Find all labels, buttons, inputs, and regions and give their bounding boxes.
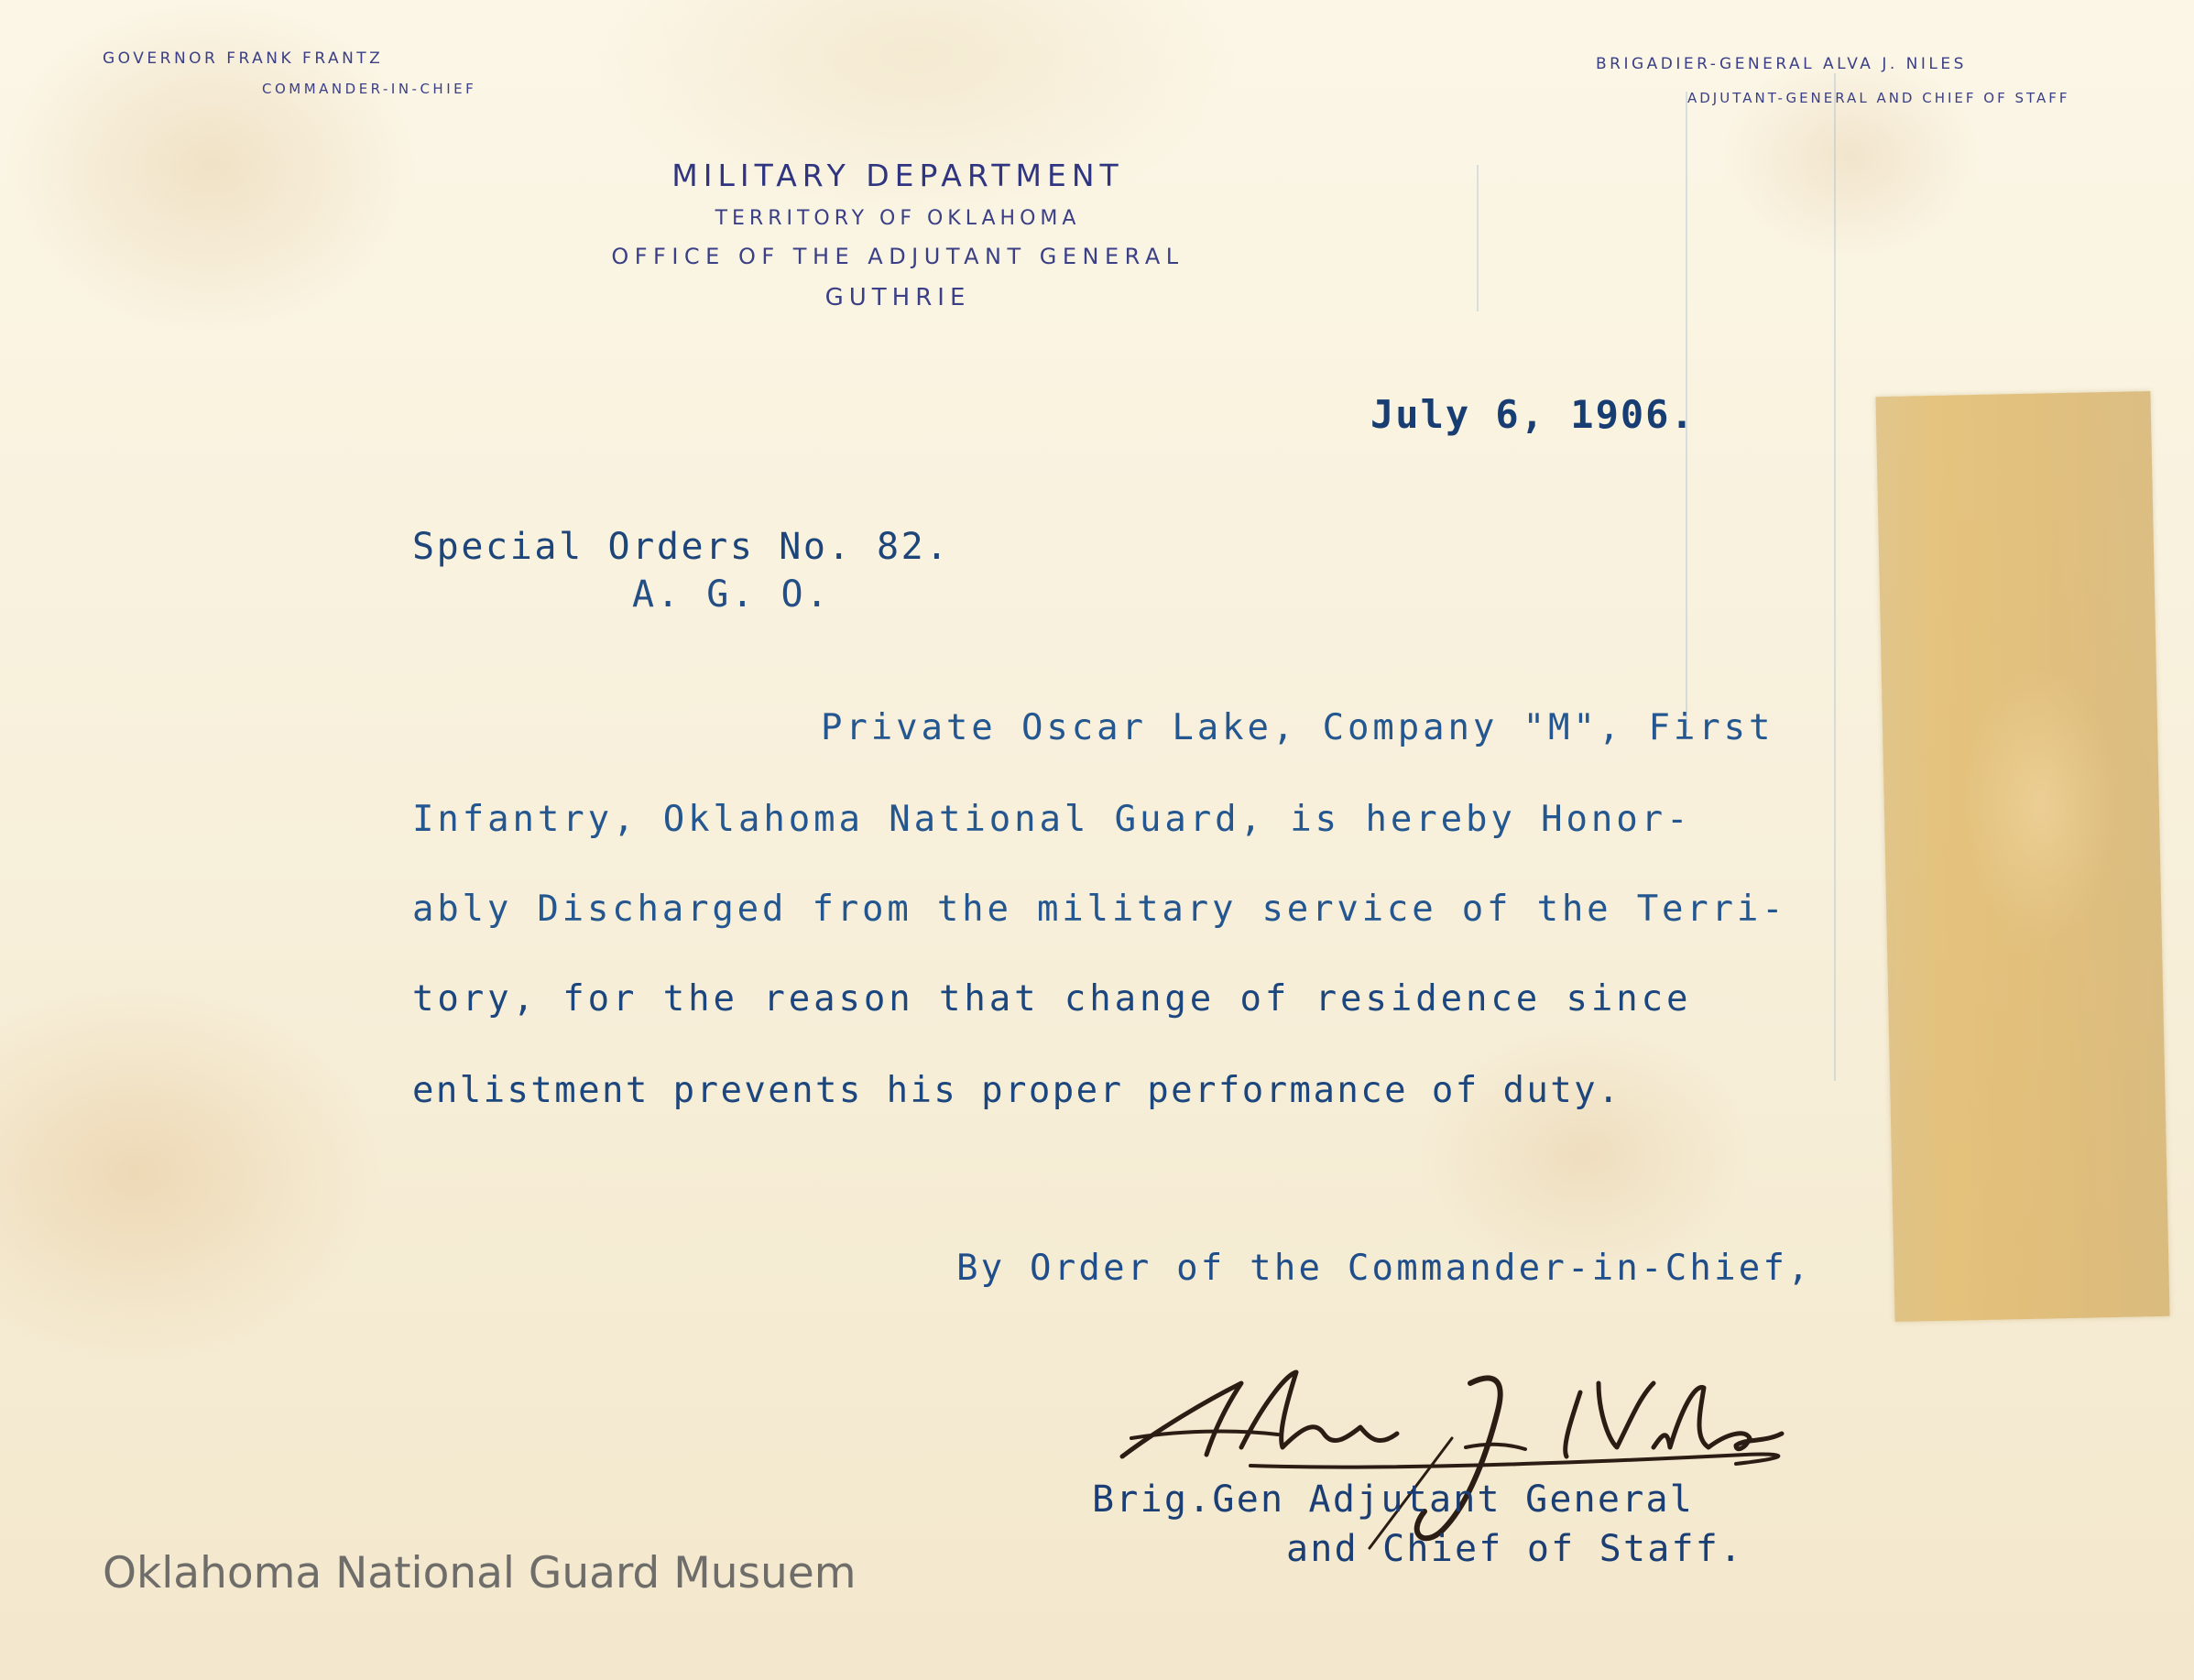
body-line: enlistment prevents his proper performance of duty. — [412, 1070, 1621, 1111]
museum-watermark: Oklahoma National Guard Musuem — [103, 1548, 857, 1598]
letterhead-city: GUTHRIE — [824, 284, 971, 311]
body-line: tory, for the reason that change of residence since — [412, 978, 1692, 1020]
body-line: ably Discharged from the military service of the Terri- — [412, 889, 1787, 930]
letter-date: July 6, 1906. — [1370, 392, 1696, 437]
letterhead-adjutant: BRIGADIER-GENERAL ALVA J. NILES — [1596, 55, 1967, 73]
letterhead-adjutant-title: ADJUTANT-GENERAL AND CHIEF OF STAFF — [1687, 90, 2070, 106]
letterhead-territory: TERRITORY OF OKLAHOMA — [715, 207, 1081, 230]
order-number: Special Orders No. 82. — [412, 526, 951, 568]
body-line: Private Oscar Lake, Company "M", First — [821, 707, 1774, 748]
letterhead-office: OFFICE OF THE ADJUTANT GENERAL — [611, 244, 1184, 269]
signer-title-line1: Brig.Gen Adjutant General — [1092, 1478, 1695, 1521]
letterhead-governor: GOVERNOR FRANK FRANTZ — [103, 49, 384, 68]
letterhead-title: MILITARY DEPARTMENT — [671, 158, 1124, 193]
ruling-line — [1834, 73, 1836, 1081]
signer-title-line2: and Chief of Staff. — [1286, 1528, 1744, 1570]
tape-strip — [1875, 391, 2169, 1322]
letterhead-governor-title: COMMANDER-IN-CHIEF — [262, 81, 477, 97]
body-line: Infantry, Oklahoma National Guard, is hereby Honor- — [412, 799, 1692, 840]
closing-line: By Order of the Commander-in-Chief, — [956, 1248, 1812, 1289]
order-office: A. G. O. — [632, 573, 831, 616]
